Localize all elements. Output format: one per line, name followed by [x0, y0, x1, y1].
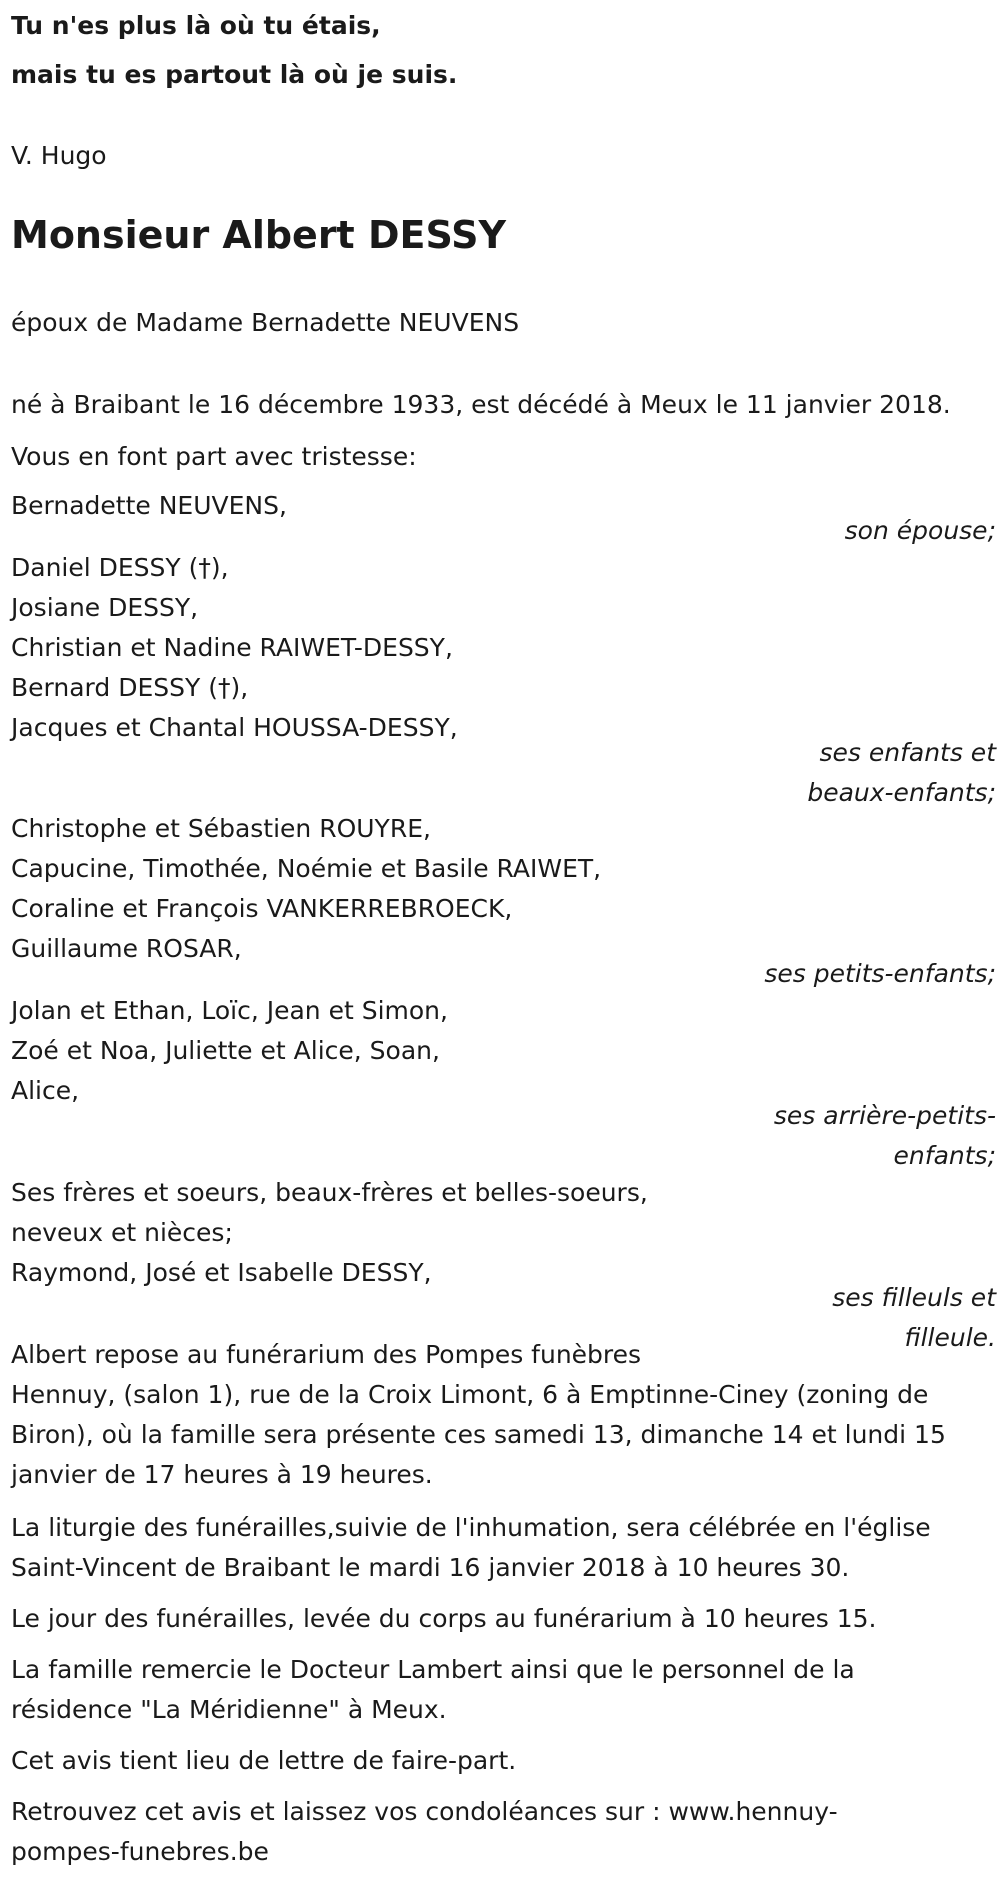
relation-label: filleule. — [904, 1323, 996, 1352]
family-name: Bernadette NEUVENS, — [11, 491, 287, 520]
paragraph-line: La liturgie des funérailles,suivie de l'inhumation, sera célébrée en l'église — [11, 1513, 931, 1542]
relation-label: enfants; — [893, 1141, 996, 1170]
paragraph-line: Cet avis tient lieu de lettre de faire-part. — [11, 1746, 517, 1775]
relation-label: beaux-enfants; — [807, 778, 996, 807]
family-name: Capucine, Timothée, Noémie et Basile RAIWET, — [11, 854, 602, 883]
announce-line: Vous en font part avec tristesse: — [11, 442, 417, 471]
quote-line-1: Tu n'es plus là où tu étais, — [11, 11, 381, 40]
spouse-line: époux de Madame Bernadette NEUVENS — [11, 308, 520, 337]
relation-label: ses petits-enfants; — [764, 959, 996, 988]
family-name: Zoé et Noa, Juliette et Alice, Soan, — [11, 1036, 440, 1065]
website-link[interactable]: pompes-funebres.be — [11, 1837, 269, 1866]
family-name: Guillaume ROSAR, — [11, 934, 242, 963]
family-name: Christophe et Sébastien ROUYRE, — [11, 814, 431, 843]
deceased-name: Monsieur Albert DESSY — [11, 213, 507, 257]
family-name: Christian et Nadine RAIWET-DESSY, — [11, 633, 453, 662]
birth-death-line: né à Braibant le 16 décembre 1933, est décédé à Meux le 11 janvier 2018. — [11, 390, 951, 419]
paragraph-line: résidence "La Méridienne" à Meux. — [11, 1695, 447, 1724]
relation-label: ses arrière-petits- — [773, 1101, 996, 1130]
relation-label: ses enfants et — [819, 738, 996, 767]
quote-line-2: mais tu es partout là où je suis. — [11, 60, 458, 89]
family-name: Ses frères et soeurs, beaux-frères et belles-soeurs, — [11, 1178, 648, 1207]
paragraph-line: Hennuy, (salon 1), rue de la Croix Limont, 6 à Emptinne-Ciney (zoning de — [11, 1380, 929, 1409]
family-name: Alice, — [11, 1076, 80, 1105]
paragraph-line: Le jour des funérailles, levée du corps au funérarium à 10 heures 15. — [11, 1604, 877, 1633]
paragraph-line: La famille remercie le Docteur Lambert ainsi que le personnel de la — [11, 1655, 855, 1684]
paragraph-line: Biron), où la famille sera présente ces samedi 13, dimanche 14 et lundi 15 — [11, 1420, 946, 1449]
paragraph-line: Saint-Vincent de Braibant le mardi 16 janvier 2018 à 10 heures 30. — [11, 1553, 850, 1582]
family-name: neveux et nièces; — [11, 1218, 233, 1247]
family-name: Bernard DESSY (†), — [11, 673, 249, 702]
quote-author: V. Hugo — [11, 141, 107, 170]
paragraph-line: Retrouvez cet avis et laissez vos condoléances sur : www.hennuy- — [11, 1797, 838, 1826]
family-name: Jolan et Ethan, Loïc, Jean et Simon, — [11, 996, 448, 1025]
family-name: Daniel DESSY (†), — [11, 553, 229, 582]
family-name: Josiane DESSY, — [11, 593, 199, 622]
family-name: Coraline et François VANKERREBROECK, — [11, 894, 513, 923]
family-name: Jacques et Chantal HOUSSA-DESSY, — [11, 713, 458, 742]
family-name: Raymond, José et Isabelle DESSY, — [11, 1258, 432, 1287]
paragraph-line: Albert repose au funérarium des Pompes funèbres — [11, 1340, 642, 1369]
relation-label: son épouse; — [844, 516, 996, 545]
relation-label: ses filleuls et — [832, 1283, 996, 1312]
paragraph-line: janvier de 17 heures à 19 heures. — [11, 1460, 433, 1489]
